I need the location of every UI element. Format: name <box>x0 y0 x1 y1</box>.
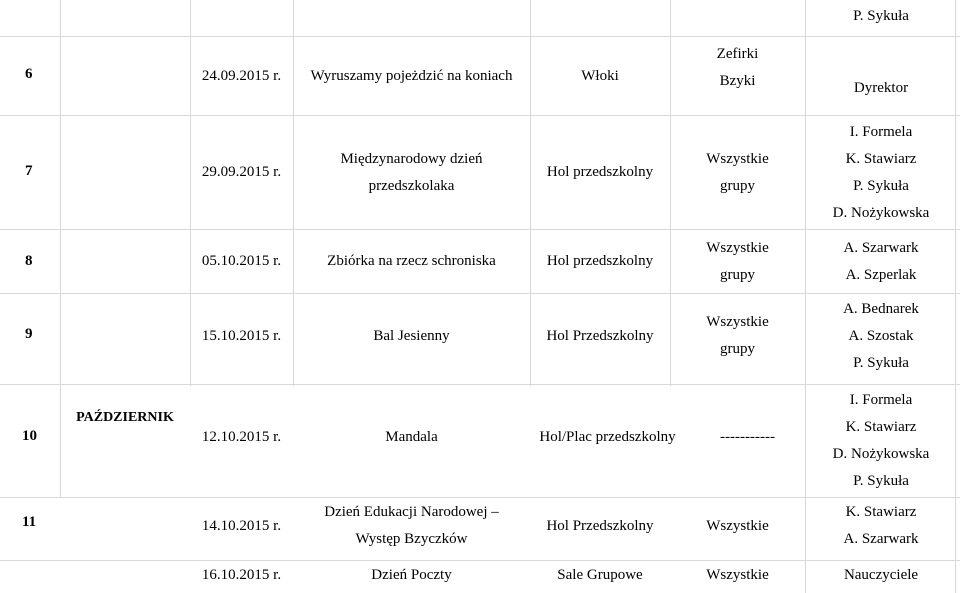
groups-cell <box>670 30 805 105</box>
place-cell <box>530 37 670 115</box>
date-text: 14.10.2015 r. <box>201 517 282 534</box>
date-cell <box>190 294 293 378</box>
row-number: 8 <box>25 253 33 269</box>
date-text: 29.09.2015 r. <box>201 164 282 180</box>
row-number: 9 <box>25 326 33 342</box>
responsible-name: A. Bednarek <box>843 300 919 317</box>
responsible-name: P. Sykuła <box>853 354 909 371</box>
place-text: Sale Grupowe <box>557 566 643 583</box>
date-cell <box>190 37 293 115</box>
event-text: Międzynarodowy dzień <box>340 150 483 167</box>
row-number: 11 <box>22 514 37 530</box>
place-cell <box>530 116 670 229</box>
event-cell <box>293 561 530 589</box>
date-cell <box>190 230 293 293</box>
event-cell <box>293 294 530 378</box>
event-cell <box>293 116 530 229</box>
date-cell <box>190 561 293 589</box>
responsible-name: P. Sykuła <box>853 7 909 24</box>
row-number: 6 <box>25 66 33 82</box>
place-cell <box>530 294 670 378</box>
responsible-name: P. Sykuła <box>853 178 909 194</box>
event-cell <box>293 230 530 293</box>
responsible-cell <box>806 561 956 589</box>
date-text: 15.10.2015 r. <box>201 327 282 344</box>
groups-text: Wszystkie <box>706 150 769 167</box>
groups-cell <box>670 116 805 229</box>
responsible-name: I. Formela <box>849 392 913 408</box>
responsible-name: A. Szostak <box>848 327 914 344</box>
event-text: przedszkolaka <box>368 177 455 194</box>
row-number: 7 <box>25 163 33 179</box>
responsible-name: A. Szarwark <box>843 239 919 256</box>
responsible-cell <box>806 74 956 102</box>
responsible-name: I. Formela <box>849 124 913 140</box>
groups-text: grupy <box>720 266 755 283</box>
groups-text: grupy <box>720 341 755 357</box>
event-text: Mandala <box>385 428 438 445</box>
responsible-cell <box>806 294 956 378</box>
event-cell <box>293 422 530 452</box>
groups-text: Zefirki <box>716 45 759 62</box>
place-text: Hol przedszkolny <box>546 164 654 180</box>
place-text: Hol/Plac przedszkolny <box>539 428 676 445</box>
date-text: 05.10.2015 r. <box>201 253 282 269</box>
row-number: 10 <box>22 428 37 444</box>
place-cell <box>530 498 670 554</box>
responsible-name: Dyrektor <box>853 79 909 96</box>
responsible-name: P. Sykuła <box>853 473 909 489</box>
responsible-cell <box>806 498 956 554</box>
place-cell <box>530 561 670 589</box>
place-text: Hol Przedszkolny <box>546 517 654 534</box>
place-cell <box>520 422 695 452</box>
groups-text: Wszystkie <box>706 314 769 330</box>
responsible-name: K. Stawiarz <box>845 504 917 520</box>
responsible-name: K. Stawiarz <box>845 419 917 435</box>
responsible-cell <box>806 230 956 293</box>
event-text: Bal Jesienny <box>373 327 450 344</box>
event-text: Dzień Edukacji Narodowej – <box>324 504 499 520</box>
date-cell <box>190 422 293 452</box>
responsible-name: A. Szarwark <box>843 531 919 547</box>
place-text: Włoki <box>581 67 619 84</box>
month-text: PAŹDZIERNIK <box>76 409 174 425</box>
responsible-name: D. Nożykowska <box>832 446 930 462</box>
groups-cell <box>670 294 805 378</box>
groups-cell <box>670 498 805 554</box>
event-text: Występ Bzyczków <box>355 531 468 547</box>
responsible-cell <box>806 385 956 497</box>
groups-text: Wszystkie <box>706 517 769 534</box>
date-text: 12.10.2015 r. <box>201 428 282 445</box>
date-text: 16.10.2015 r. <box>201 566 282 583</box>
event-cell <box>293 37 530 115</box>
event-text: Wyruszamy pojeżdzić na koniach <box>310 67 513 84</box>
event-text: Dzień Poczty <box>371 566 452 583</box>
place-text: Hol przedszkolny <box>546 253 654 269</box>
place-text: Hol Przedszkolny <box>546 327 654 344</box>
place-cell <box>530 230 670 293</box>
date-cell <box>190 116 293 229</box>
groups-text: Wszystkie <box>706 239 769 256</box>
responsible-name: K. Stawiarz <box>845 151 917 167</box>
responsible-name: D. Nożykowska <box>832 205 930 221</box>
groups-cell <box>690 422 805 452</box>
groups-text: ----------- <box>720 428 775 445</box>
responsible-name: A. Szperlak <box>845 266 917 283</box>
groups-cell <box>670 561 805 589</box>
groups-text: Bzyki <box>719 72 756 89</box>
month-label <box>60 404 190 430</box>
event-cell <box>293 498 530 554</box>
groups-text: Wszystkie <box>706 566 769 583</box>
responsible-name: Nauczyciele <box>843 566 919 583</box>
date-cell <box>190 498 293 554</box>
event-text: Zbiórka na rzecz schroniska <box>327 253 496 269</box>
groups-cell <box>670 230 805 293</box>
responsible-cell <box>806 0 956 32</box>
groups-text: grupy <box>720 177 755 194</box>
responsible-cell <box>806 118 956 228</box>
date-text: 24.09.2015 r. <box>201 67 282 84</box>
